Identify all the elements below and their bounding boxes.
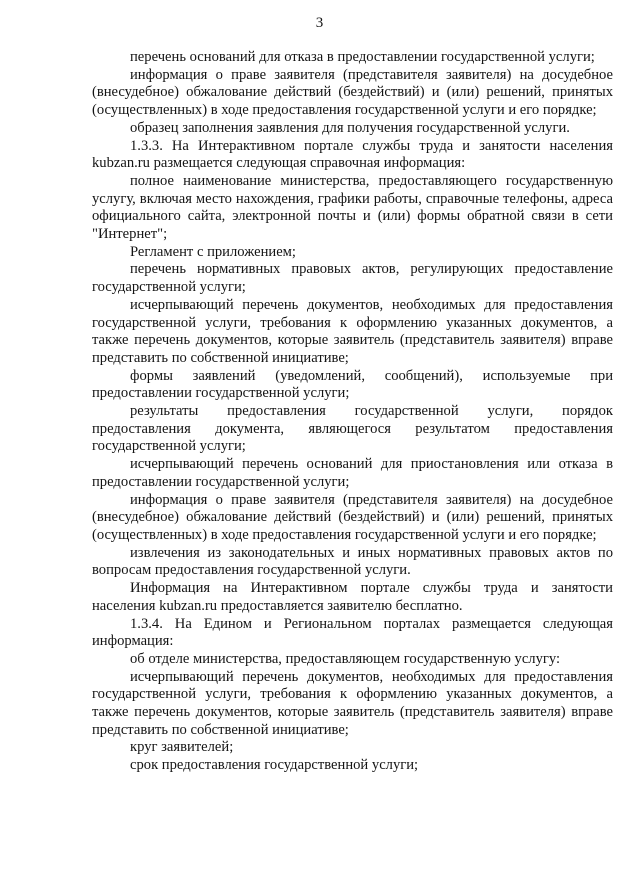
- page-number: 3: [315, 15, 324, 31]
- paragraph: перечень нормативных правовых актов, регулирующих предоставление государственной услуги;: [92, 261, 613, 296]
- paragraph: информация о праве заявителя (представителя заявителя) на досудебное (внесудебное) обжалование действий (бездействий) и (или) решений, принятых (осуществленных) в ходе предоставления государственной услуги и его порядке;: [92, 66, 613, 119]
- paragraph: формы заявлений (уведомлений, сообщений), используемые при предоставлении государственной услуги;: [92, 367, 613, 402]
- paragraph: исчерпывающий перечень документов, необходимых для предоставления государственной услуги, требования к оформлению указанных документов, а также перечень документов, которые заявитель (представитель заявителя) вправе представить по собственной инициативе;: [92, 296, 613, 366]
- paragraph: исчерпывающий перечень оснований для приостановления или отказа в предоставлении государственной услуги;: [92, 456, 613, 490]
- paragraph: информация о праве заявителя (представителя заявителя) на досудебное (внесудебное) обжалование действий (бездействий) и (или) решений, принятых (осуществленных) в ходе предоставления государственной услуги и его порядке;: [92, 491, 613, 543]
- paragraph: срок предоставления государственной услуги;: [130, 757, 419, 774]
- paragraph: результаты предоставления государственной услуги, порядок предоставления документа, являющегося результатом предоставления государственной услуги;: [92, 403, 613, 455]
- section-1-3-3-heading: 1.3.3. На Интерактивном портале службы труда и занятости населения kubzan.ru размещается следующая справочная информация:: [92, 137, 613, 172]
- paragraph: круг заявителей;: [130, 739, 234, 756]
- section-1-3-4-heading: 1.3.4. На Едином и Региональном порталах размещается следующая информация:: [92, 615, 613, 650]
- paragraph: полное наименование министерства, предоставляющего государственную услугу, включая место нахождения, графики работы, справочные телефоны, адреса официального сайта, электронной почты и (или) формы обратной связи в сети "Интернет";: [92, 172, 613, 243]
- paragraph: об отделе министерства, предоставляющем государственную услугу:: [130, 650, 561, 667]
- paragraph: перечень оснований для отказа в предоставлении государственной услуги;: [130, 49, 595, 65]
- paragraph: исчерпывающий перечень документов, необходимых для предоставления государственной услуги, требования к оформлению указанных документов, а также перечень документов, которые заявитель (представитель заявителя) вправе представить по собственной инициативе;: [92, 668, 613, 738]
- paragraph: образец заполнения заявления для получения государственной услуги.: [130, 119, 570, 136]
- document-body: [92, 49, 613, 775]
- paragraph: Регламент с приложением;: [130, 243, 296, 260]
- paragraph: Информация на Интерактивном портале службы труда и занятости населения kubzan.ru предоставляется заявителю бесплатно.: [92, 580, 613, 614]
- paragraph: извлечения из законодательных и иных нормативных правовых актов по вопросам предоставления государственной услуги.: [92, 544, 613, 579]
